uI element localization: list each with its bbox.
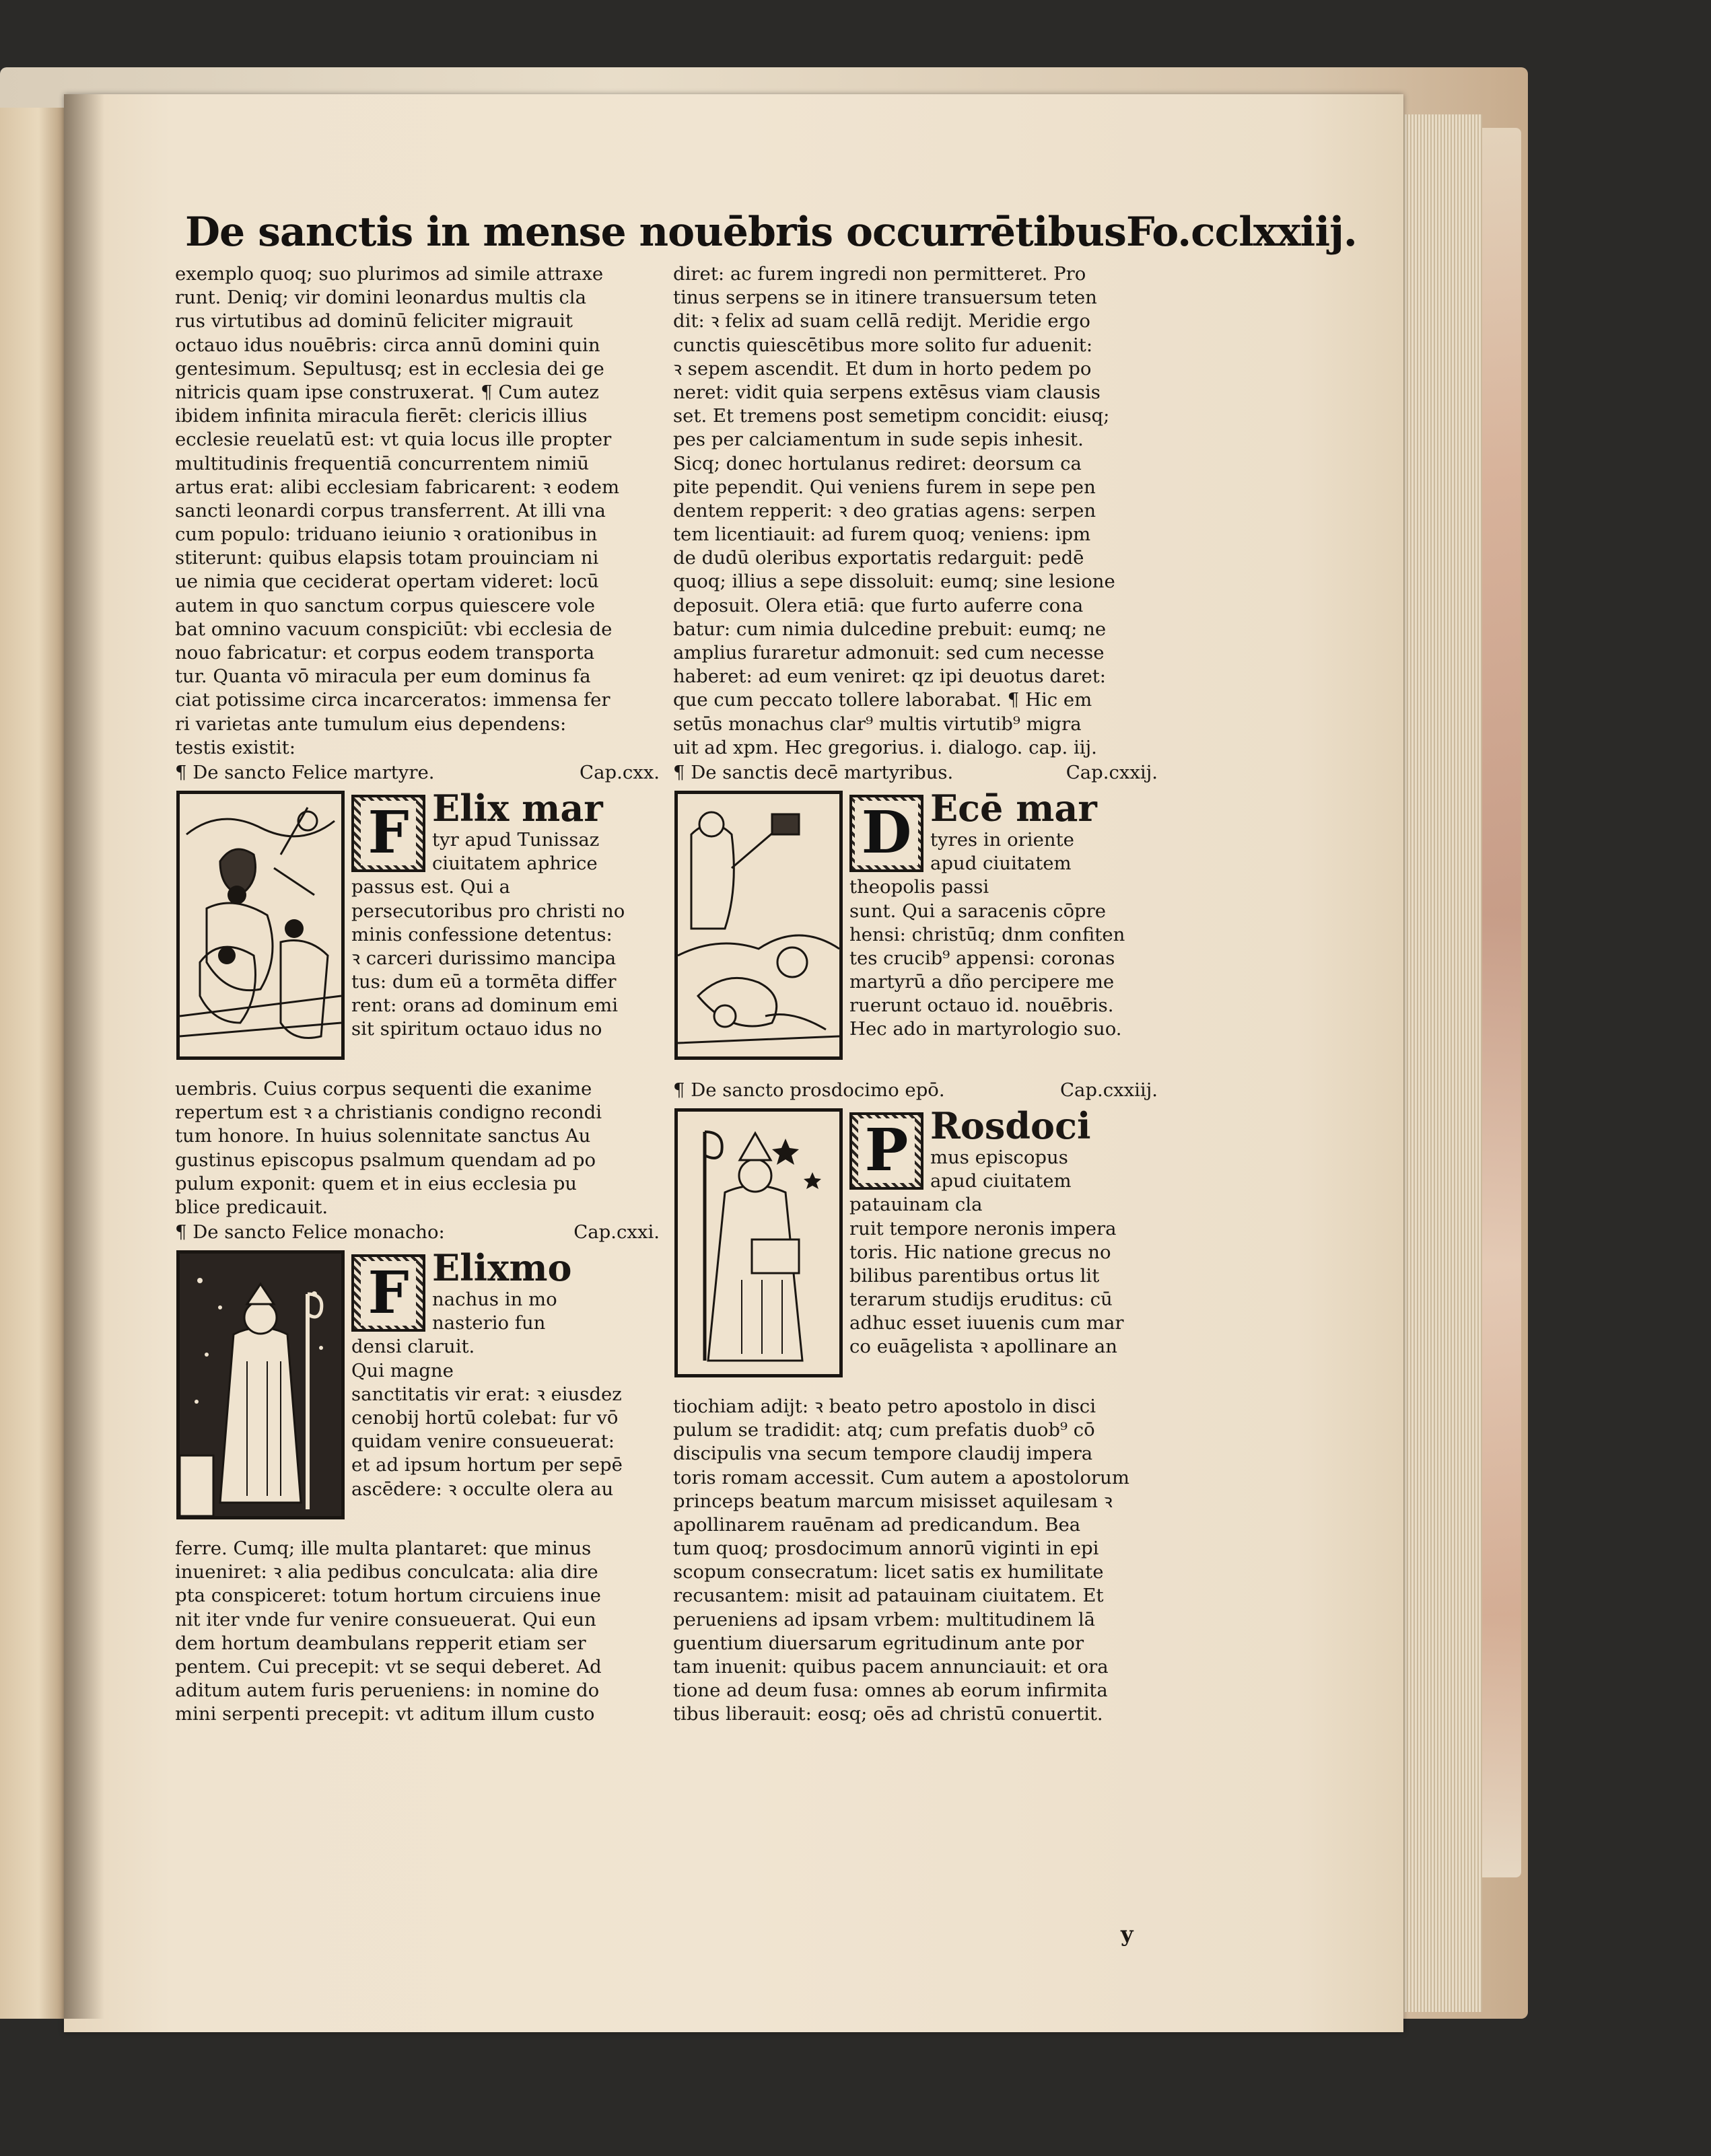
text-line: adhuc esset iuuenis cum mar bbox=[849, 1312, 1124, 1334]
chapter-lead-word: Rosdoci bbox=[930, 1104, 1091, 1147]
text-line: princeps beatum marcum misisset aquilesam ꝛ bbox=[673, 1490, 1113, 1512]
text-line: sanctitatis vir erat: ꝛ eiusdez bbox=[351, 1383, 622, 1405]
text-line: bilibus parentibus ortus lit bbox=[849, 1264, 1100, 1287]
text-line: ecclesie reuelatū est: vt quia locus ille propter bbox=[175, 429, 612, 451]
text-line: martyrū a dño percipere me bbox=[849, 971, 1115, 993]
text-line: apud ciuitatem bbox=[930, 1170, 1072, 1192]
text-line: nouo fabricatur: et corpus eodem transporta bbox=[175, 642, 595, 663]
text-line: ruerunt octauo id. nouēbris. bbox=[849, 995, 1114, 1017]
text-line: rent: orans ad dominum emi bbox=[351, 995, 619, 1017]
woodcut-ten-martyrs-illustration bbox=[674, 791, 843, 1060]
text-line: testis existit: bbox=[175, 736, 295, 758]
text-line: uembris. Cuius corpus sequenti die exanime bbox=[175, 1077, 592, 1100]
text-line: rus virtutibus ad dominū feliciter migrauit bbox=[175, 310, 573, 332]
chapter-title: ¶ De sancto Felice martyre. bbox=[175, 761, 435, 783]
text-line: perueniens ad ipsam vrbem: multitudinem lā bbox=[673, 1608, 1096, 1630]
chapter-side-text bbox=[351, 788, 660, 1042]
text-line: sancti leonardi corpus transferrent. At illi vna bbox=[175, 499, 606, 522]
text-line: tam inuenit: quibus pacem annunciauit: et ora bbox=[673, 1656, 1109, 1678]
decorated-initial-d: D bbox=[849, 795, 923, 872]
text-line: ferre. Cumq; ille multa plantaret: que minus bbox=[175, 1538, 592, 1560]
text-line: patauinam cla bbox=[849, 1194, 983, 1216]
text-line: hensi: christūq; dnm confiten bbox=[849, 923, 1125, 945]
text-line: recusantem: misit ad patauinam ciuitatem. Et bbox=[673, 1585, 1104, 1607]
text-line: tyr apud Tunissaz bbox=[432, 828, 600, 851]
chapter-heading bbox=[673, 761, 1158, 785]
text-line: setūs monachus clar⁹ multis virtutib⁹ migra bbox=[673, 713, 1082, 735]
text-line: tyres in oriente bbox=[930, 828, 1074, 851]
text-line: que cum peccato tollere laborabat. ¶ Hic em bbox=[673, 689, 1092, 711]
text-line: densi claruit. bbox=[351, 1336, 475, 1358]
chapter-side-text bbox=[351, 1248, 660, 1501]
chapter-title: ¶ De sancto Felice monacho: bbox=[175, 1221, 445, 1244]
chapter-number: Cap.cxxij. bbox=[1066, 761, 1158, 783]
text-line: dentem repperit: ꝛ deo gratias agens: serpen bbox=[673, 499, 1096, 522]
text-line: tum quoq; prosdocimum annorū viginti in epi bbox=[673, 1538, 1099, 1560]
text-line: Hec ado in martyrologio suo. bbox=[849, 1018, 1122, 1040]
right-column bbox=[673, 262, 1158, 1727]
text-line: gentesimum. Sepultusq; est in ecclesia dei ge bbox=[175, 357, 604, 380]
text-line: terarum studijs eruditus: cū bbox=[849, 1289, 1113, 1311]
chapter-heading bbox=[175, 761, 660, 785]
chapter-lead-word: Ecē mar bbox=[930, 786, 1097, 830]
text-line: cenobij hortū colebat: fur vō bbox=[351, 1407, 619, 1429]
text-line: tem licentiauit: ad furem quoq; veniens: ipm bbox=[673, 524, 1091, 546]
text-line: artus erat: alibi ecclesiam fabricarent: ꝛ eodem bbox=[175, 476, 620, 498]
text-line: tinus serpens se in itinere transuersum teten bbox=[673, 287, 1097, 309]
text-line: Sicq; donec hortulanus rediret: deorsum ca bbox=[673, 452, 1082, 474]
text-line: toris. Hic natione grecus no bbox=[849, 1241, 1111, 1263]
text-line: co euāgelista ꝛ apollinare an bbox=[849, 1336, 1117, 1358]
text-line: ascēdere: ꝛ occulte olera au bbox=[351, 1478, 614, 1500]
decorated-initial-p: P bbox=[849, 1112, 923, 1190]
chapter-opening bbox=[673, 788, 1158, 1077]
text-line: mini serpenti precepit: vt aditum illum custo bbox=[175, 1703, 595, 1725]
facing-page-edge bbox=[0, 108, 65, 2019]
chapter-lead-word: Elix mar bbox=[432, 786, 603, 830]
chapter-opening bbox=[673, 1106, 1158, 1395]
text-line: tus: dum eū a tormēta differ bbox=[351, 971, 617, 993]
text-line: pulum exponit: quem et in eius ecclesia pu bbox=[175, 1172, 578, 1194]
text-line: sit spiritum octauo idus no bbox=[351, 1018, 602, 1040]
chapter-number: Cap.cxx. bbox=[580, 761, 660, 783]
text-line: apud ciuitatem bbox=[930, 853, 1072, 875]
text-line: stiterunt: quibus elapsis totam prouinciam ni bbox=[175, 547, 599, 569]
text-line: ciuitatem aphrice bbox=[432, 853, 598, 875]
text-line: pite pependit. Qui veniens furem in sepe pen bbox=[673, 476, 1096, 498]
text-line: guentium diuersarum egritudinum ante por bbox=[673, 1632, 1084, 1654]
text-line: repertum est ꝛ a christianis condigno recondi bbox=[175, 1102, 602, 1124]
text-line: tur. Quanta vō miracula per eum dominus fa bbox=[175, 666, 591, 688]
text-line: ꝛ sepem ascendit. Et dum in horto pedem po bbox=[673, 357, 1092, 380]
chapter-lead-word: Elixmo bbox=[432, 1246, 572, 1290]
text-line: Qui magne bbox=[351, 1359, 454, 1381]
text-line: tes crucib⁹ appensi: coronas bbox=[849, 947, 1115, 969]
running-head bbox=[185, 209, 1357, 256]
text-line: bat omnino vacuum conspiciūt: vbi ecclesia de bbox=[175, 618, 613, 640]
chapter-number: Cap.cxxi. bbox=[573, 1221, 660, 1244]
text-line: toris romam accessit. Cum autem a apostolorum bbox=[673, 1466, 1129, 1488]
text-line: ꝛ carceri durissimo mancipa bbox=[351, 947, 617, 969]
text-line: nitricis quam ipse construxerat. ¶ Cum autez bbox=[175, 381, 599, 403]
text-line: exemplo quoq; suo plurimos ad simile attraxe bbox=[175, 263, 604, 285]
page-fore-edge bbox=[1393, 114, 1482, 2012]
text-line: discipulis vna secum tempore claudij impera bbox=[673, 1443, 1093, 1465]
text-line: theopolis passi bbox=[849, 876, 989, 898]
text-line: pes per calciamentum in sude sepis inhesit. bbox=[673, 429, 1084, 451]
book-page bbox=[64, 94, 1403, 2032]
text-line: batur: cum nimia dulcedine prebuit: eumq; ne bbox=[673, 618, 1107, 640]
chapter-number: Cap.cxxiij. bbox=[1059, 1079, 1158, 1101]
text-line: runt. Deniq; vir domini leonardus multis cla bbox=[175, 287, 586, 309]
chapter-side-text bbox=[849, 1106, 1158, 1359]
text-line: pulum se tradidit: atq; cum prefatis duob⁹ cō bbox=[673, 1419, 1095, 1441]
text-line: cunctis quiescētibus more solito fur aduenit: bbox=[673, 334, 1093, 356]
chapter-heading bbox=[673, 1079, 1158, 1103]
text-line: ciat potissime circa incarceratos: immensa fer bbox=[175, 689, 610, 711]
text-line: tione ad deum fusa: omnes ab eorum infirmita bbox=[673, 1680, 1108, 1702]
text-line: amplius furaretur admonuit: sed cum necesse bbox=[673, 642, 1105, 663]
text-line: inueniret: ꝛ alia pedibus conculcata: alia dire bbox=[175, 1561, 598, 1583]
text-line: autem in quo sanctum corpus quiescere vole bbox=[175, 594, 596, 616]
chapter-heading bbox=[175, 1221, 660, 1245]
chapter-text bbox=[673, 1395, 1158, 1727]
text-line: multitudinis frequentiā concurrentem nimiū bbox=[175, 452, 590, 474]
text-line: gustinus episcopus psalmum quendam ad po bbox=[175, 1149, 596, 1171]
text-line: minis confessione detentus: bbox=[351, 923, 613, 945]
text-line: uit ad xpm. Hec gregorius. i. dialogo. cap. iij. bbox=[673, 736, 1097, 758]
text-line: apollinarem rauēnam ad predicandum. Bea bbox=[673, 1513, 1081, 1536]
text-line: nasterio fun bbox=[432, 1312, 546, 1334]
chapter-title: ¶ De sanctis decē martyribus. bbox=[673, 761, 954, 783]
text-line: ibidem infinita miracula fierēt: clericis illius bbox=[175, 405, 588, 427]
text-line: ruit tempore neronis impera bbox=[849, 1217, 1117, 1239]
text-line: deposuit. Olera etiā: que furto auferre cona bbox=[673, 594, 1084, 616]
woodcut-monk-illustration bbox=[176, 1250, 345, 1519]
text-line: pentem. Cui precepit: vt se sequi deberet. Ad bbox=[175, 1656, 602, 1678]
text-line: aditum autem furis perueniens: in nomine do bbox=[175, 1680, 600, 1702]
left-intro-text bbox=[175, 262, 660, 760]
text-line: ri varietas ante tumulum eius dependens: bbox=[175, 713, 567, 735]
decorated-initial-f: F bbox=[351, 1254, 425, 1332]
woodcut-martyrdom-illustration bbox=[176, 791, 345, 1060]
text-line: de dudū oleribus exportatis redarguit: pedē bbox=[673, 547, 1084, 569]
woodcut-bishop-illustration bbox=[674, 1108, 843, 1377]
text-line: pta conspiceret: totum hortum circuiens inue bbox=[175, 1585, 601, 1607]
text-line: passus est. Qui a bbox=[351, 876, 510, 898]
chapter-opening bbox=[175, 1248, 660, 1537]
text-line: persecutoribus pro christi no bbox=[351, 900, 625, 922]
signature-mark: y bbox=[1121, 1921, 1133, 1947]
text-line: haberet: ad eum veniret: qz ipi deuotus daret: bbox=[673, 666, 1107, 688]
text-line: dem hortum deambulans repperit etiam ser bbox=[175, 1632, 586, 1654]
left-column bbox=[175, 262, 660, 1727]
folio-number: Fo.cclxxiij. bbox=[1125, 209, 1357, 256]
text-line: quoq; illius a sepe dissoluit: eumq; sine lesione bbox=[673, 571, 1115, 593]
text-line: blice predicauit. bbox=[175, 1196, 328, 1218]
text-line: set. Et tremens post semetipm concidit: eiusq; bbox=[673, 405, 1110, 427]
text-line: tiochiam adijt: ꝛ beato petro apostolo in disci bbox=[673, 1395, 1096, 1417]
chapter-title: ¶ De sancto prosdocimo epō. bbox=[673, 1079, 945, 1101]
chapter-text bbox=[175, 1537, 660, 1727]
text-line: mus episcopus bbox=[930, 1146, 1068, 1168]
text-line: et ad ipsum hortum per sepē bbox=[351, 1454, 623, 1476]
chapter-side-text bbox=[849, 788, 1158, 1042]
text-line: nachus in mo bbox=[432, 1289, 557, 1311]
text-line: tibus liberauit: eosq; oēs ad christū conuertit. bbox=[673, 1703, 1103, 1725]
text-line: diret: ac furem ingredi non permitteret. Pro bbox=[673, 263, 1086, 285]
text-line: ue nimia que ceciderat opertam videret: locū bbox=[175, 571, 599, 593]
chapter-opening bbox=[175, 788, 660, 1077]
chapter-text bbox=[175, 1077, 660, 1219]
text-line: dit: ꝛ felix ad suam cellā redijt. Meridie ergo bbox=[673, 310, 1090, 332]
gutter-shadow bbox=[64, 94, 104, 2019]
running-head-title: De sanctis in mense nouēbris occurrētibus bbox=[185, 209, 1126, 256]
text-line: tum honore. In huius solennitate sanctus Au bbox=[175, 1125, 591, 1147]
text-line: cum populo: triduano ieiunio ꝛ orationibus in bbox=[175, 524, 598, 546]
text-line: sunt. Qui a saracenis cōpre bbox=[849, 900, 1107, 922]
text-line: neret: vidit quia serpens extēsus viam clausis bbox=[673, 381, 1101, 403]
text-line: scopum consecratum: licet satis ex humilitate bbox=[673, 1561, 1104, 1583]
text-line: nit iter vnde fur venire consueuerat. Qui eun bbox=[175, 1608, 596, 1630]
decorated-initial-f: F bbox=[351, 795, 425, 872]
right-intro-text bbox=[673, 262, 1158, 760]
text-line: octauo idus nouēbris: circa annū domini quin bbox=[175, 334, 600, 356]
text-line: quidam venire consueuerat: bbox=[351, 1431, 615, 1453]
